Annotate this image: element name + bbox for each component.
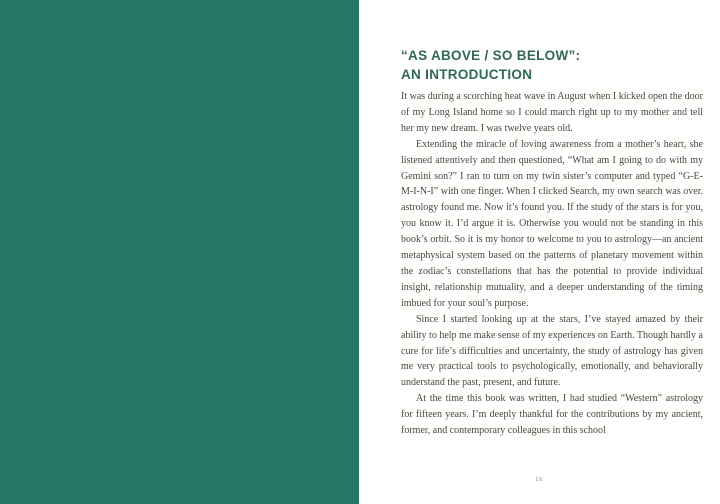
body-text <box>401 89 703 439</box>
paragraph: Since I started looking up at the stars, I’ve stayed amazed by their ability to help me make sense of my experiences on Earth. Though hardly a cure for life’s difficulties and uncertainty, the study of astrology has given me very practical tools to psychologically, emotionally, and behaviorally understand the past, present, and future. <box>401 313 703 389</box>
right-page <box>359 0 720 504</box>
paragraph: Extending the miracle of loving awareness from a mother’s heart, she listened attentively and then questioned, “What am I going to do with my Gemini son?” I ran to turn on my twin sister’s computer and typed “G-E-M-I-N-I” with one finger. When I clicked Search, my own search was over. astrology found me. Now it’s found you. If the study of the stars is for you, you know it. I’d argue it is. Otherwise you would not be standing in this book’s orbit. So it is my honor to welcome to you to astrology—an ancient metaphysical system based on the patterns of planetary movement within the zodiac’s constellations that has the potential to provide individual insight, relationship mutuality, and a deeper understanding of the timing imbued for your soul’s purpose. <box>401 138 703 309</box>
left-page-color-block <box>0 0 359 504</box>
chapter-heading <box>401 47 707 84</box>
page-number: ix <box>535 473 544 483</box>
heading-line-1: “AS ABOVE / SO BELOW”: <box>401 48 581 63</box>
heading-line-2: AN INTRODUCTION <box>401 66 533 82</box>
paragraph: At the time this book was written, I had studied “Western” astrology for fifteen years. I’m deeply thankful for the contributions by my ancient, former, and contemporary colleagues in this school <box>401 393 703 437</box>
paragraph: It was during a scorching heat wave in August when I kicked open the door of my Long Island home so I could march right up to my mother and tell her my new dream. I was twelve years old. <box>401 91 703 134</box>
